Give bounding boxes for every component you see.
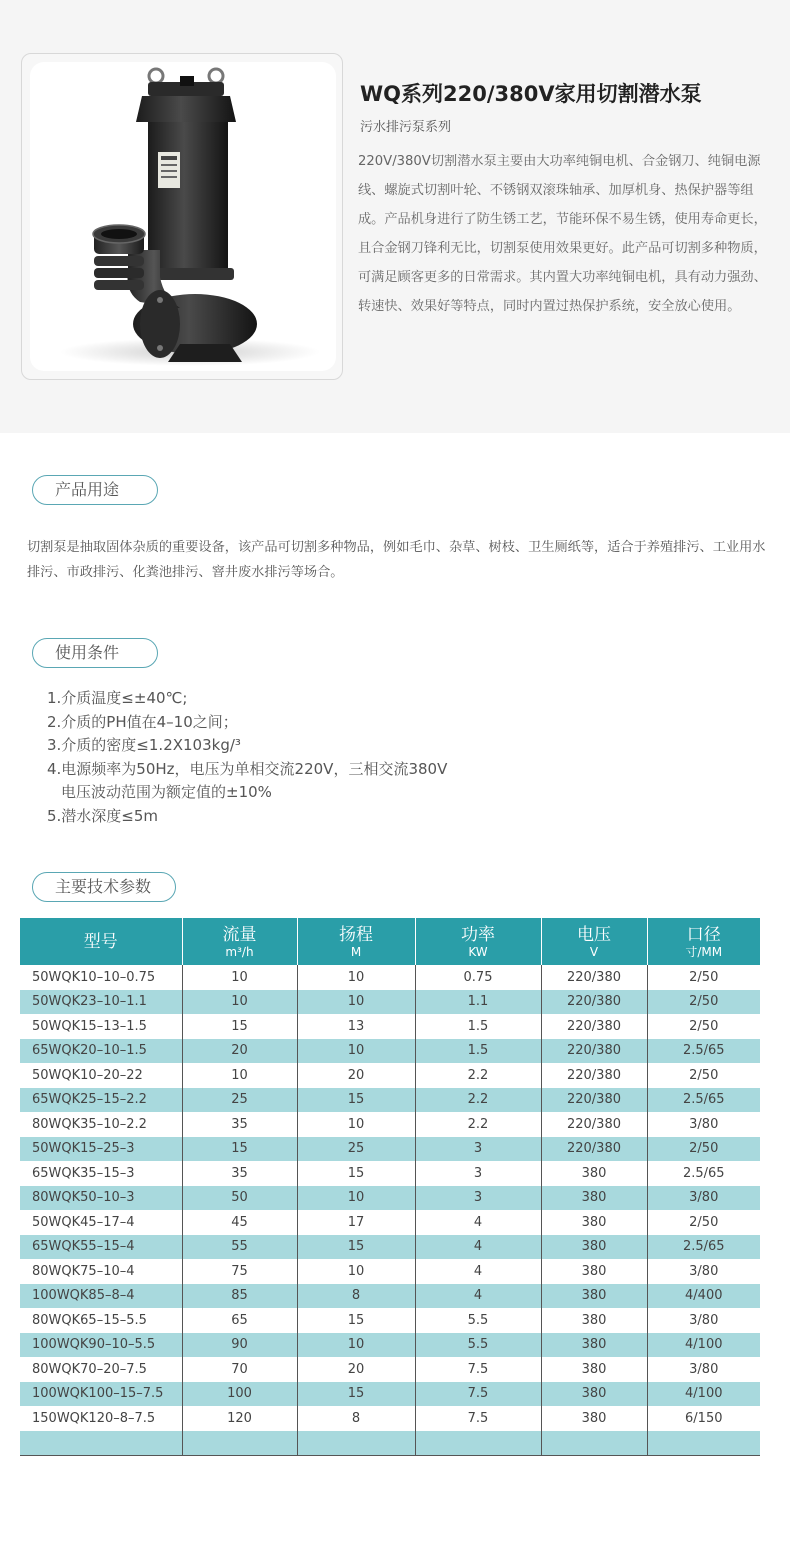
spec-cell — [647, 1431, 760, 1456]
spec-header-unit: M — [350, 944, 362, 959]
spec-cell: 4 — [415, 1210, 541, 1235]
table-row — [20, 1308, 760, 1333]
spec-cell: 2/50 — [689, 1214, 719, 1230]
model-cell: 80WQK65–15–5.5 — [20, 1308, 182, 1333]
model-cell: 50WQK15–25–3 — [20, 1137, 182, 1162]
product-title: WQ系列220/380V家用切割潜水泵 — [360, 82, 702, 106]
spec-cell: 380 — [541, 1308, 647, 1333]
model-cell: 65WQK35–15–3 — [20, 1161, 182, 1186]
table-row — [20, 1333, 760, 1358]
spec-cell: 2.2 — [415, 1088, 541, 1113]
spec-cell: 380 — [541, 1333, 647, 1358]
spec-header-unit: m³/h — [225, 944, 254, 959]
spec-header-unit: V — [589, 944, 599, 959]
spec-header-unit: KW — [468, 944, 488, 959]
spec-cell — [297, 1431, 415, 1456]
spec-cell: 380 — [541, 1186, 647, 1211]
model-cell: 65WQK25–15–2.2 — [20, 1088, 182, 1113]
spec-cell: 85 — [182, 1284, 297, 1309]
spec-cell: 25 — [297, 1137, 415, 1162]
spec-cell: 380 — [541, 1235, 647, 1260]
model-cell: 65WQK20–10–1.5 — [20, 1039, 182, 1064]
section-label-specs: 主要技术参数 — [32, 872, 176, 902]
section-label-conditions: 使用条件 — [32, 638, 158, 668]
spec-cell: 2/50 — [689, 969, 719, 985]
spec-cell: 220/380 — [541, 1039, 647, 1064]
spec-cell: 8 — [297, 1406, 415, 1431]
spec-cell: 45 — [182, 1210, 297, 1235]
spec-cell: 15 — [297, 1382, 415, 1407]
table-row — [20, 1014, 760, 1039]
model-cell: 80WQK35–10–2.2 — [20, 1112, 182, 1137]
spec-cell: 2/50 — [647, 1137, 760, 1162]
spec-cell: 220/380 — [541, 1014, 647, 1039]
spec-cell: 1.5 — [415, 1014, 541, 1039]
spec-cell: 220/380 — [541, 1112, 647, 1137]
spec-table — [20, 918, 760, 1456]
spec-cell: 4/100 — [647, 1382, 760, 1407]
spec-cell: 3 — [415, 1186, 541, 1211]
table-row — [20, 1357, 760, 1382]
spec-cell: 380 — [541, 1382, 647, 1407]
spec-cell — [541, 1431, 647, 1456]
spec-cell: 70 — [182, 1357, 297, 1382]
table-row — [20, 965, 760, 990]
spec-cell: 25 — [182, 1088, 297, 1113]
spec-cell: 10 — [297, 1186, 415, 1211]
spec-cell: 3 — [415, 1137, 541, 1162]
spec-cell: 20 — [182, 1039, 297, 1064]
spec-cell: 220/380 — [541, 990, 647, 1015]
spec-cell: 10 — [297, 1333, 415, 1358]
spec-table-container — [20, 918, 760, 1456]
spec-cell: 3/80 — [689, 1116, 719, 1132]
spec-cell: 15 — [297, 1235, 415, 1260]
spec-cell: 120 — [182, 1406, 297, 1431]
model-cell: 50WQK10–20–22 — [20, 1063, 182, 1088]
spec-cell: 1.1 — [415, 990, 541, 1015]
table-row — [20, 1235, 760, 1260]
model-cell: 80WQK70–20–7.5 — [20, 1357, 182, 1382]
spec-cell: 10 — [297, 1259, 415, 1284]
model-cell: 50WQK10–10–0.75 — [20, 965, 182, 990]
spec-cell: 4 — [415, 1259, 541, 1284]
condition-item: 2.介质的PH值在4–10之间； — [47, 712, 238, 731]
table-row — [20, 1161, 760, 1186]
spec-cell: 55 — [182, 1235, 297, 1260]
spec-cell: 35 — [182, 1161, 297, 1186]
spec-cell: 380 — [541, 1161, 647, 1186]
spec-cell: 4 — [415, 1284, 541, 1309]
spec-cell: 380 — [541, 1210, 647, 1235]
spec-cell: 35 — [182, 1112, 297, 1137]
table-row — [20, 1259, 760, 1284]
spec-cell: 65 — [182, 1308, 297, 1333]
spec-cell: 2/50 — [689, 1067, 719, 1083]
spec-cell: 2/50 — [689, 1018, 719, 1034]
spec-header-label: 电压 — [577, 924, 611, 945]
spec-cell: 7.5 — [415, 1357, 541, 1382]
spec-cell: 2.2 — [415, 1112, 541, 1137]
model-cell: 50WQK45–17–4 — [20, 1210, 182, 1235]
spec-header-label: 功率 — [461, 924, 495, 945]
spec-cell: 10 — [297, 1112, 415, 1137]
spec-cell: 5.5 — [415, 1333, 541, 1358]
model-cell: 80WQK50–10–3 — [20, 1186, 182, 1211]
condition-item: 1.介质温度≤±40℃; — [47, 689, 188, 707]
spec-cell: 220/380 — [541, 1063, 647, 1088]
spec-cell: 4/400 — [647, 1284, 760, 1309]
spec-header-cell — [297, 918, 415, 965]
spec-cell: 8 — [297, 1284, 415, 1309]
spec-cell — [415, 1431, 541, 1456]
table-row — [20, 1063, 760, 1088]
spec-cell: 0.75 — [415, 965, 541, 990]
table-row — [20, 1210, 760, 1235]
spec-cell: 15 — [182, 1137, 297, 1162]
spec-cell: 15 — [297, 1308, 415, 1333]
spec-cell: 220/380 — [541, 965, 647, 990]
model-cell: 65WQK55–15–4 — [20, 1235, 182, 1260]
spec-cell: 10 — [297, 1039, 415, 1064]
spec-cell: 10 — [297, 965, 415, 990]
spec-header-label: 口径 — [686, 924, 721, 945]
spec-cell: 100 — [182, 1382, 297, 1407]
spec-cell: 380 — [541, 1259, 647, 1284]
spec-cell: 380 — [541, 1284, 647, 1309]
model-cell — [20, 1431, 182, 1456]
spec-cell: 5.5 — [415, 1308, 541, 1333]
condition-item: 3.介质的密度≤1.2X103kg/³ — [47, 736, 241, 754]
spec-cell: 380 — [541, 1357, 647, 1382]
spec-cell: 75 — [182, 1259, 297, 1284]
condition-item: 5.潜水深度≤5m — [47, 806, 159, 825]
spec-cell: 1.5 — [415, 1039, 541, 1064]
table-row — [20, 1431, 760, 1456]
spec-header-unit: 寸/MM — [685, 944, 723, 959]
spec-cell: 7.5 — [415, 1406, 541, 1431]
spec-cell: 50 — [182, 1186, 297, 1211]
spec-cell: 4/100 — [647, 1333, 760, 1358]
table-row — [20, 1284, 760, 1309]
spec-cell: 2.5/65 — [647, 1088, 760, 1113]
table-row — [20, 1137, 760, 1162]
conditions-list — [47, 687, 447, 828]
condition-item: 4.电源频率为50Hz，电压为单相交流220V，三相交流380V — [47, 759, 448, 778]
spec-header-cell — [647, 918, 760, 965]
spec-table-header — [20, 918, 760, 965]
model-cell: 50WQK23–10–1.1 — [20, 990, 182, 1015]
spec-header-cell — [541, 918, 647, 965]
usage-text: 切割泵是抽取固体杂质的重要设备，该产品可切割多种物品，例如毛巾、杂草、树枝、卫生厕纸等，适合于养殖排污、工业用水排污、市政排污、化粪池排污、窨井废水排污等场合。 — [27, 540, 766, 580]
model-cell: 100WQK90–10–5.5 — [20, 1333, 182, 1358]
spec-cell: 3/80 — [647, 1186, 760, 1211]
model-cell: 150WQK120–8–7.5 — [20, 1406, 182, 1431]
spec-header-cell — [415, 918, 541, 965]
table-row — [20, 990, 760, 1015]
product-subtitle: 污水排污泵系列 — [360, 120, 452, 135]
table-row — [20, 1088, 760, 1113]
spec-cell: 4 — [415, 1235, 541, 1260]
condition-item: 电压波动范围为额定值的±10% — [61, 783, 272, 801]
model-cell: 80WQK75–10–4 — [20, 1259, 182, 1284]
spec-cell: 3/80 — [689, 1263, 719, 1279]
spec-cell: 2.2 — [415, 1063, 541, 1088]
spec-cell: 6/150 — [685, 1410, 723, 1426]
spec-cell: 15 — [297, 1088, 415, 1113]
spec-cell: 3/80 — [689, 1312, 719, 1328]
table-row — [20, 1186, 760, 1211]
spec-cell: 10 — [182, 965, 297, 990]
spec-cell: 17 — [297, 1210, 415, 1235]
spec-cell: 2.5/65 — [682, 1165, 725, 1181]
spec-cell: 2/50 — [647, 990, 760, 1015]
table-row — [20, 1039, 760, 1064]
model-cell: 100WQK100–15–7.5 — [20, 1382, 182, 1407]
spec-cell: 15 — [182, 1014, 297, 1039]
spec-cell: 10 — [182, 990, 297, 1015]
spec-cell: 220/380 — [541, 1088, 647, 1113]
spec-header-label: 扬程 — [339, 924, 373, 945]
product-image — [30, 62, 336, 371]
spec-cell: 10 — [182, 1063, 297, 1088]
spec-cell: 10 — [297, 990, 415, 1015]
model-cell: 100WQK85–8–4 — [20, 1284, 182, 1309]
product-image-card — [21, 53, 343, 380]
table-row — [20, 1382, 760, 1407]
spec-header-cell — [20, 918, 182, 965]
spec-cell: 7.5 — [415, 1382, 541, 1407]
table-row — [20, 1112, 760, 1137]
table-row — [20, 1406, 760, 1431]
spec-cell: 90 — [182, 1333, 297, 1358]
product-description: 220V/380V切割潜水泵主要由大功率纯铜电机、合金钢刀、纯铜电源线、螺旋式切割叶轮、不锈钢双滚珠轴承、加厚机身、热保护器等组成。产品机身进行了防生锈工艺，节能环保不易生锈，使用寿命更长，且合金钢刀锋利无比，切割泵使用效果更好。此产品可切割多种物质，可满足顾客更多的日常需求。其内置大功率纯铜电机，具有动力强劲、转速快、效果好等特点，同时内置过热保护系统，安全放心使用。 — [358, 154, 767, 314]
spec-cell: 15 — [297, 1161, 415, 1186]
spec-cell: 2.5/65 — [647, 1039, 760, 1064]
spec-table-body — [20, 965, 760, 1456]
section-label-usage: 产品用途 — [32, 475, 158, 505]
spec-cell: 3 — [415, 1161, 541, 1186]
spec-cell: 13 — [297, 1014, 415, 1039]
spec-cell: 3/80 — [689, 1361, 719, 1377]
submersible-pump-illustration — [30, 62, 336, 371]
spec-header-label: 型号 — [83, 931, 118, 952]
spec-header-cell — [182, 918, 297, 965]
model-cell: 50WQK15–13–1.5 — [20, 1014, 182, 1039]
spec-cell: 20 — [297, 1063, 415, 1088]
spec-cell: 380 — [541, 1406, 647, 1431]
spec-header-label: 流量 — [222, 924, 257, 945]
spec-cell — [182, 1431, 297, 1456]
spec-cell: 2.5/65 — [647, 1235, 760, 1260]
spec-cell: 220/380 — [541, 1137, 647, 1162]
spec-cell: 20 — [297, 1357, 415, 1382]
